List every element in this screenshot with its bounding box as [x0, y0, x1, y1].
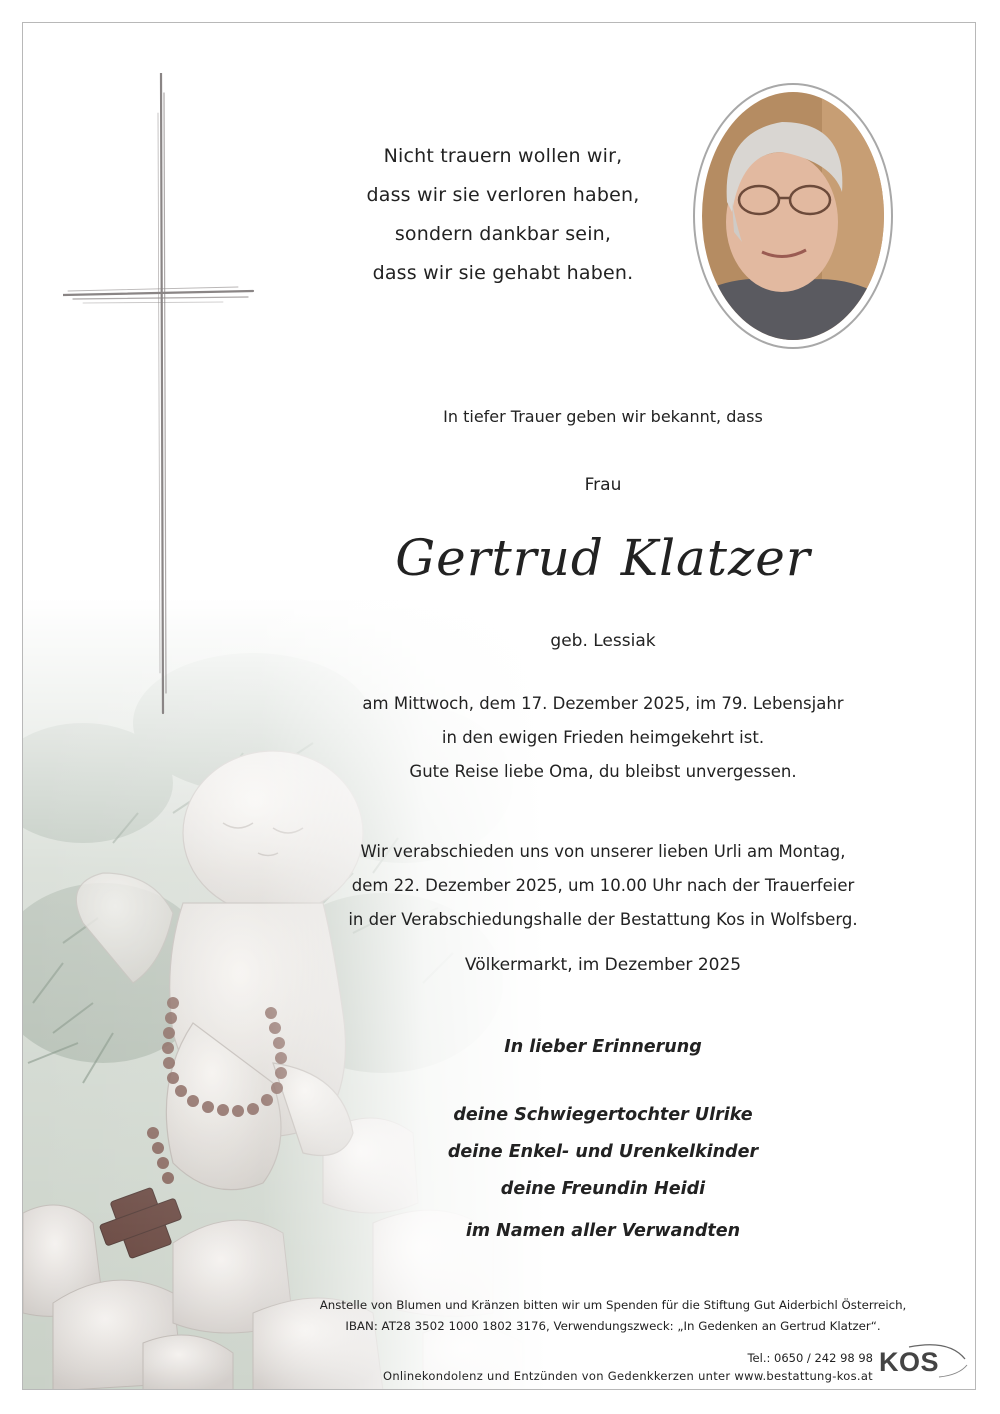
maiden-name: geb. Lessiak — [550, 631, 656, 651]
phone-number: Tel.: 0650 / 242 98 98 — [747, 1351, 873, 1365]
mourner-item: deine Schwiegertochter Ulrike — [453, 1105, 753, 1125]
donation-note — [273, 1295, 953, 1337]
announcement-intro: In tiefer Trauer geben wir bekannt, dass — [443, 407, 763, 426]
mourner-item: deine Enkel- und Urenkelkinder — [447, 1142, 759, 1162]
poem-line: dass wir sie gehabt haben. — [372, 262, 634, 284]
death-line: in den ewigen Frieden heimgekehrt ist. — [441, 728, 765, 747]
on-behalf-line: im Namen aller Verwandten — [465, 1221, 741, 1241]
memory-heading: In lieber Erinnerung — [504, 1037, 702, 1057]
logo-text: KOS — [879, 1347, 940, 1377]
poem — [353, 137, 653, 293]
place-date: Völkermarkt, im Dezember 2025 — [464, 955, 742, 975]
poem-line: sondern dankbar sein, — [394, 223, 612, 245]
donation-line: Anstelle von Blumen und Kränzen bitten wir um Spenden für die Stiftung Gut Aiderbichl Österreich, — [319, 1298, 907, 1312]
cross-icon — [63, 73, 263, 733]
death-notice — [323, 687, 883, 789]
poem-line: dass wir sie verloren haben, — [366, 184, 640, 206]
mourners-list — [403, 1097, 803, 1208]
death-line: am Mittwoch, dem 17. Dezember 2025, im 79. Lebensjahr — [362, 694, 844, 713]
salutation: Frau — [584, 475, 622, 495]
donation-line: IBAN: AT28 3502 1000 1802 3176, Verwendungszweck: „In Gedenken an Gertrud Klatzer“. — [345, 1319, 881, 1333]
death-line: Gute Reise liebe Oma, du bleibst unvergessen. — [409, 762, 797, 781]
obituary-card — [22, 22, 976, 1390]
mourner-item: deine Freundin Heidi — [500, 1179, 706, 1199]
deceased-name: Gertrud Klatzer — [395, 529, 811, 587]
farewell-line: Wir verabschieden uns von unserer lieben Urli am Montag, — [360, 842, 846, 861]
online-condolence-link[interactable]: Onlinekondolenz und Entzünden von Gedenkkerzen unter www.bestattung-kos.at — [382, 1369, 873, 1383]
portrait-photo — [693, 83, 893, 349]
poem-line: Nicht trauern wollen wir, — [383, 145, 623, 167]
farewell-notice — [323, 835, 883, 937]
farewell-line: dem 22. Dezember 2025, um 10.00 Uhr nach der Trauerfeier — [351, 876, 855, 895]
kos-logo — [879, 1341, 969, 1381]
farewell-line: in der Verabschiedungshalle der Bestattung Kos in Wolfsberg. — [348, 910, 858, 929]
